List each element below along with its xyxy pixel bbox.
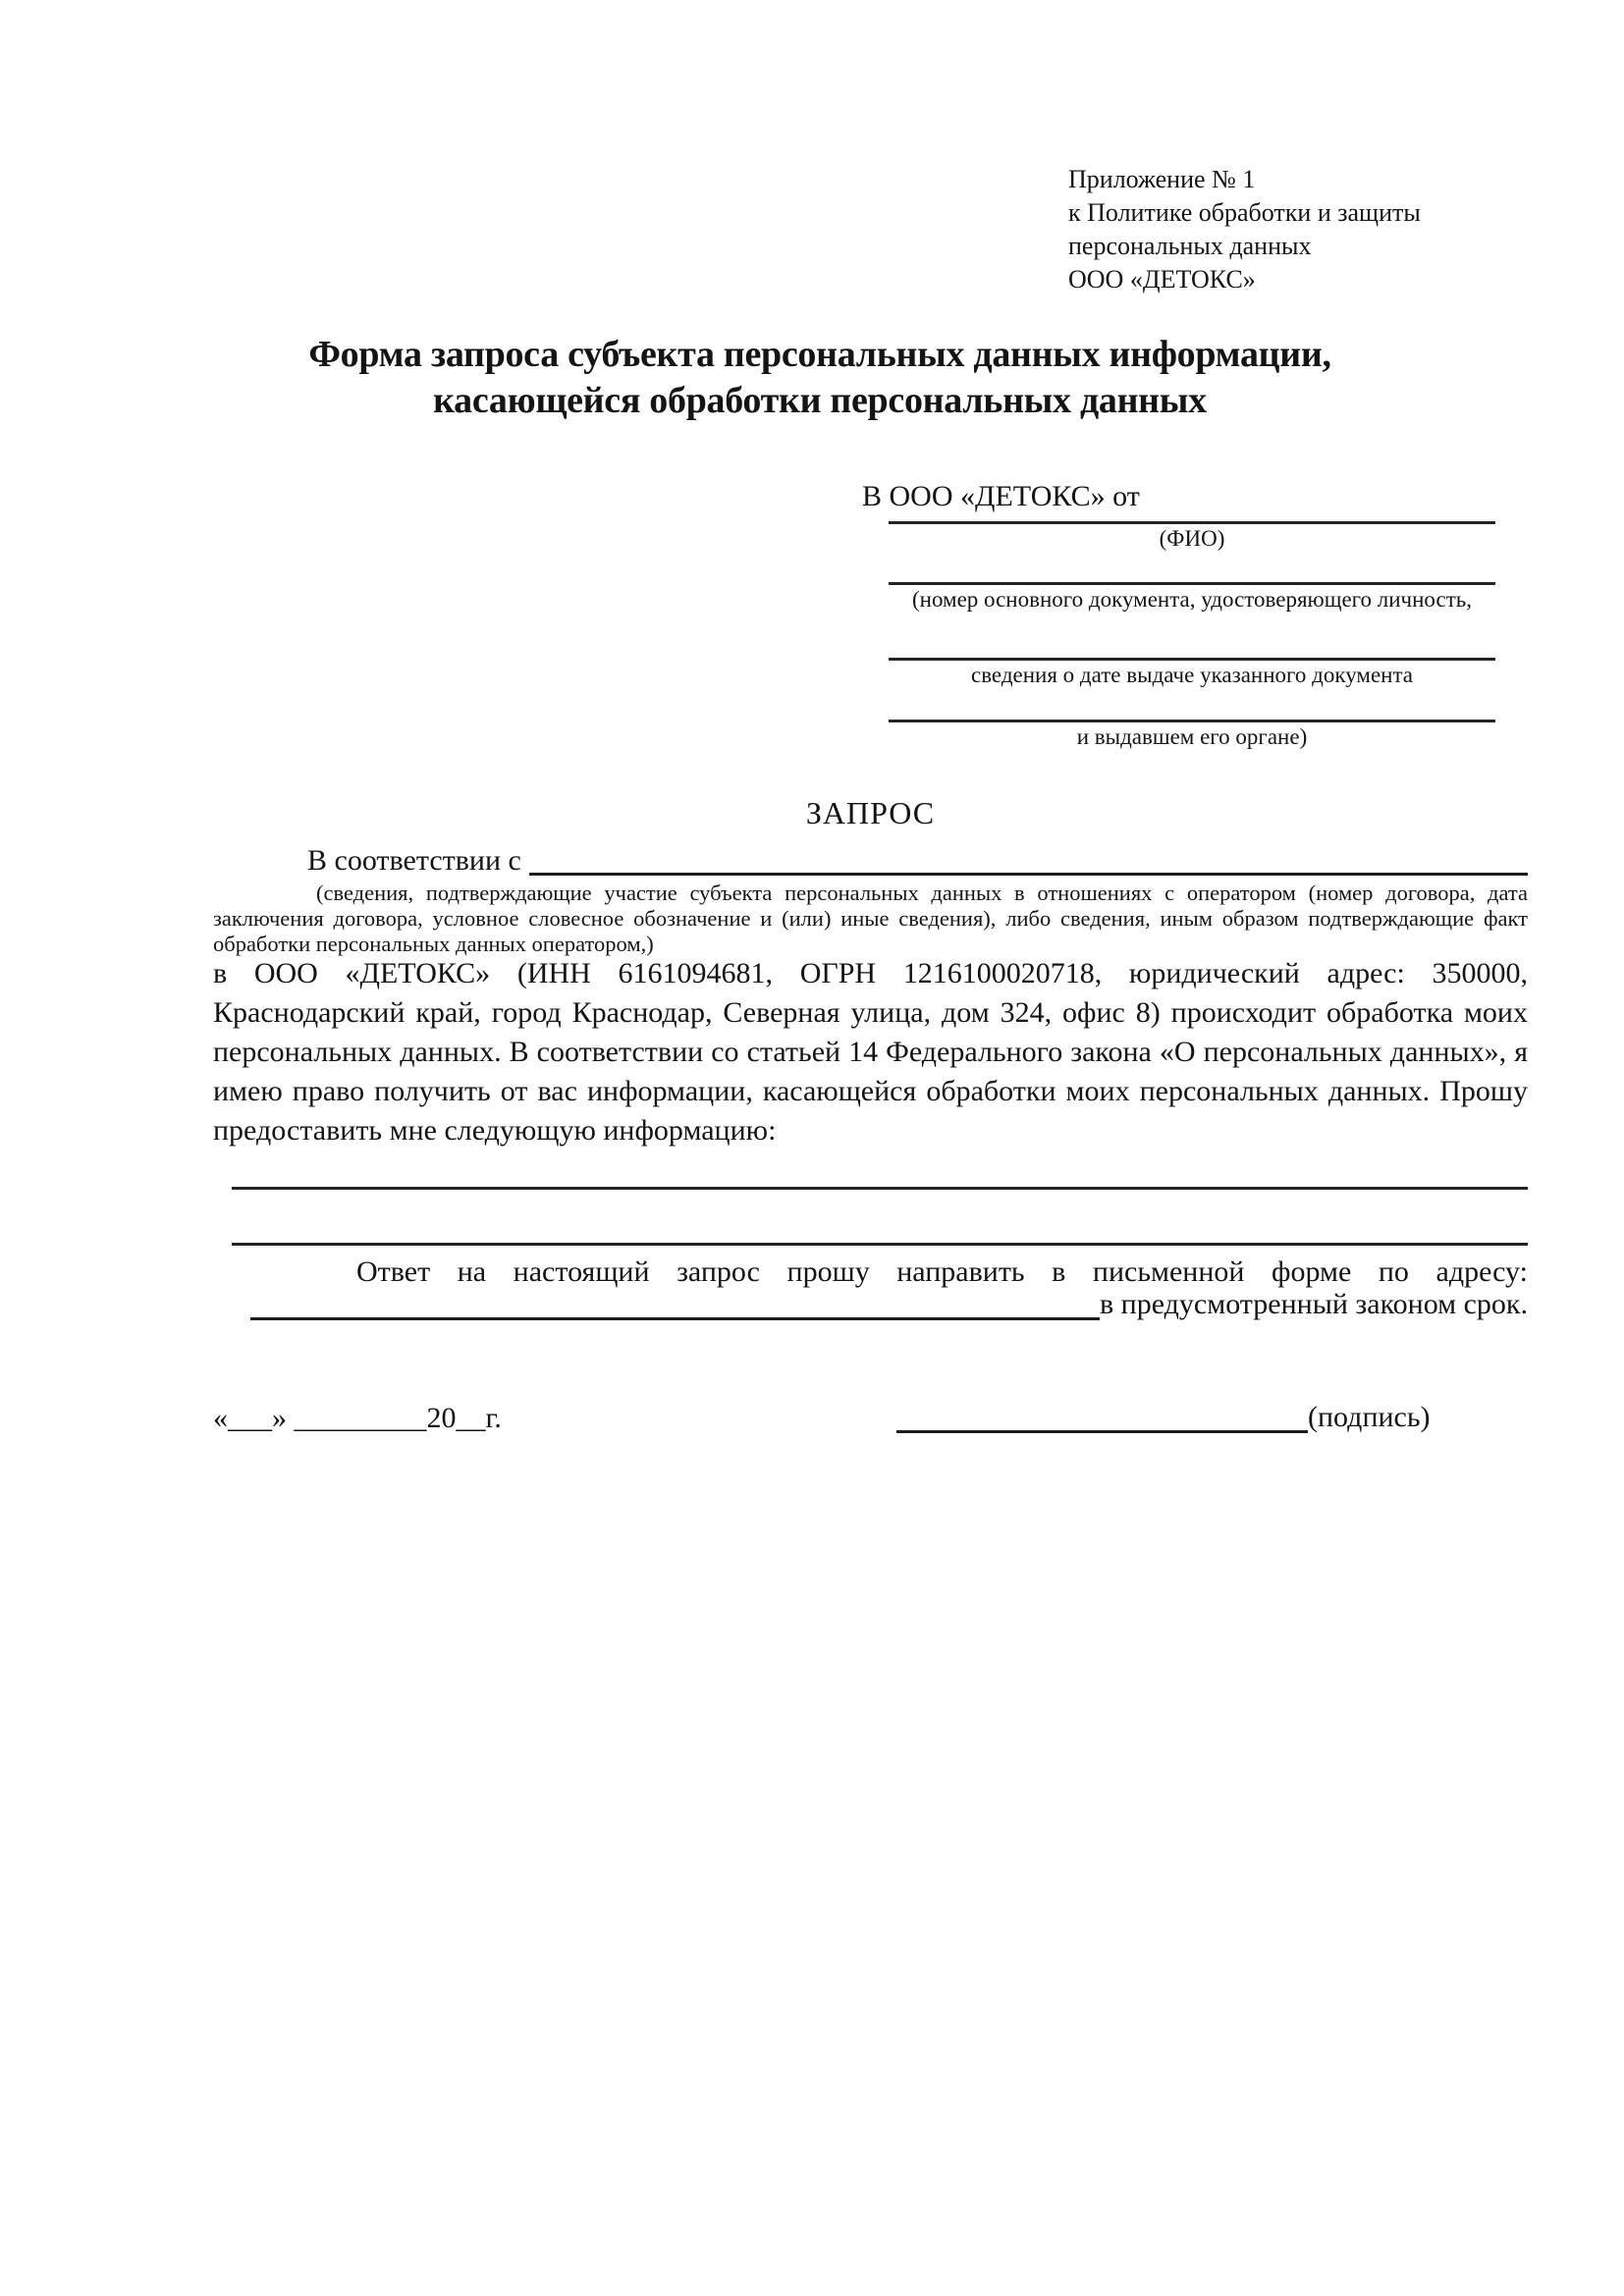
request-heading: ЗАПРОС	[805, 795, 936, 830]
issuing-authority-caption: и выдавшем его органе)	[1076, 724, 1308, 749]
reply-text: Ответ на настоящий запрос прошу направить в письменной форме по адресу:	[356, 1255, 1528, 1288]
signature-row	[896, 1398, 1431, 1437]
fio-field	[889, 521, 1495, 552]
appendix-block	[1068, 163, 1421, 296]
issue-date-caption: сведения о дате выдаче указанного документа	[970, 663, 1414, 687]
signature-blank-line	[896, 1398, 1308, 1433]
fio-blank-line	[889, 521, 1495, 524]
fio-caption: (ФИО)	[1159, 526, 1225, 551]
lead-in-row	[213, 842, 1528, 880]
appendix-line: персональных данных	[1068, 232, 1312, 260]
issue-date-blank-line	[889, 658, 1495, 661]
id-number-field	[889, 582, 1495, 613]
issuing-authority-field	[889, 720, 1495, 750]
address-blank-line	[250, 1286, 1100, 1320]
title-line-2: касающейся обработки персональных данных	[433, 380, 1207, 421]
lead-in-blank-line	[529, 842, 1528, 876]
note-text: (сведения, подтверждающие участие субъекта персональных данных в отношениях с оператором (номер договора, дата заключения договора, условное словесное обозначение и (или) иные сведения), либо сведения, иным образом подтверждающие факт обработки персональных данных оператором,)	[213, 881, 1528, 956]
issuing-authority-blank-line	[889, 720, 1495, 722]
request-body: в ООО «ДЕТОКС» (ИНН 6161094681, ОГРН 1216100020718, юридический адрес: 350000, Краснодарский край, город Краснодар, Северная улица, дом 324, офис 8) происходит обработка моих персональных данных. В соответствии со статьей 14 Федерального закона «О персональных данных», я имею право получить от вас информации, касающейся обработки моих персональных данных. Прошу предоставить мне следующую информацию:	[213, 957, 1528, 1147]
appendix-line: ООО «ДЕТОКС»	[1068, 265, 1256, 294]
lead-in-text: В соответствии с	[307, 844, 521, 877]
info-blank-line-1	[232, 1187, 1528, 1190]
appendix-line: к Политике обработки и защиты	[1068, 198, 1421, 227]
title-line-1: Форма запроса субъекта персональных данных информации,	[308, 334, 1331, 375]
issue-date-field	[889, 658, 1495, 688]
info-blank-line-2	[232, 1243, 1528, 1246]
reply-address-row	[213, 1286, 1528, 1323]
id-number-blank-line	[889, 582, 1495, 585]
recipient-intro: В ООО «ДЕТОКС» от	[862, 480, 1140, 512]
date-field: «___» _________20__г.	[213, 1402, 502, 1434]
id-number-caption: (номер основного документа, удостоверяющего личность,	[911, 587, 1472, 612]
reply-tail-text: в предусмотренный законом срок.	[1100, 1288, 1528, 1320]
document-title	[0, 332, 1624, 424]
signature-caption: (подпись)	[1308, 1401, 1431, 1433]
appendix-line: Приложение № 1	[1068, 165, 1256, 193]
